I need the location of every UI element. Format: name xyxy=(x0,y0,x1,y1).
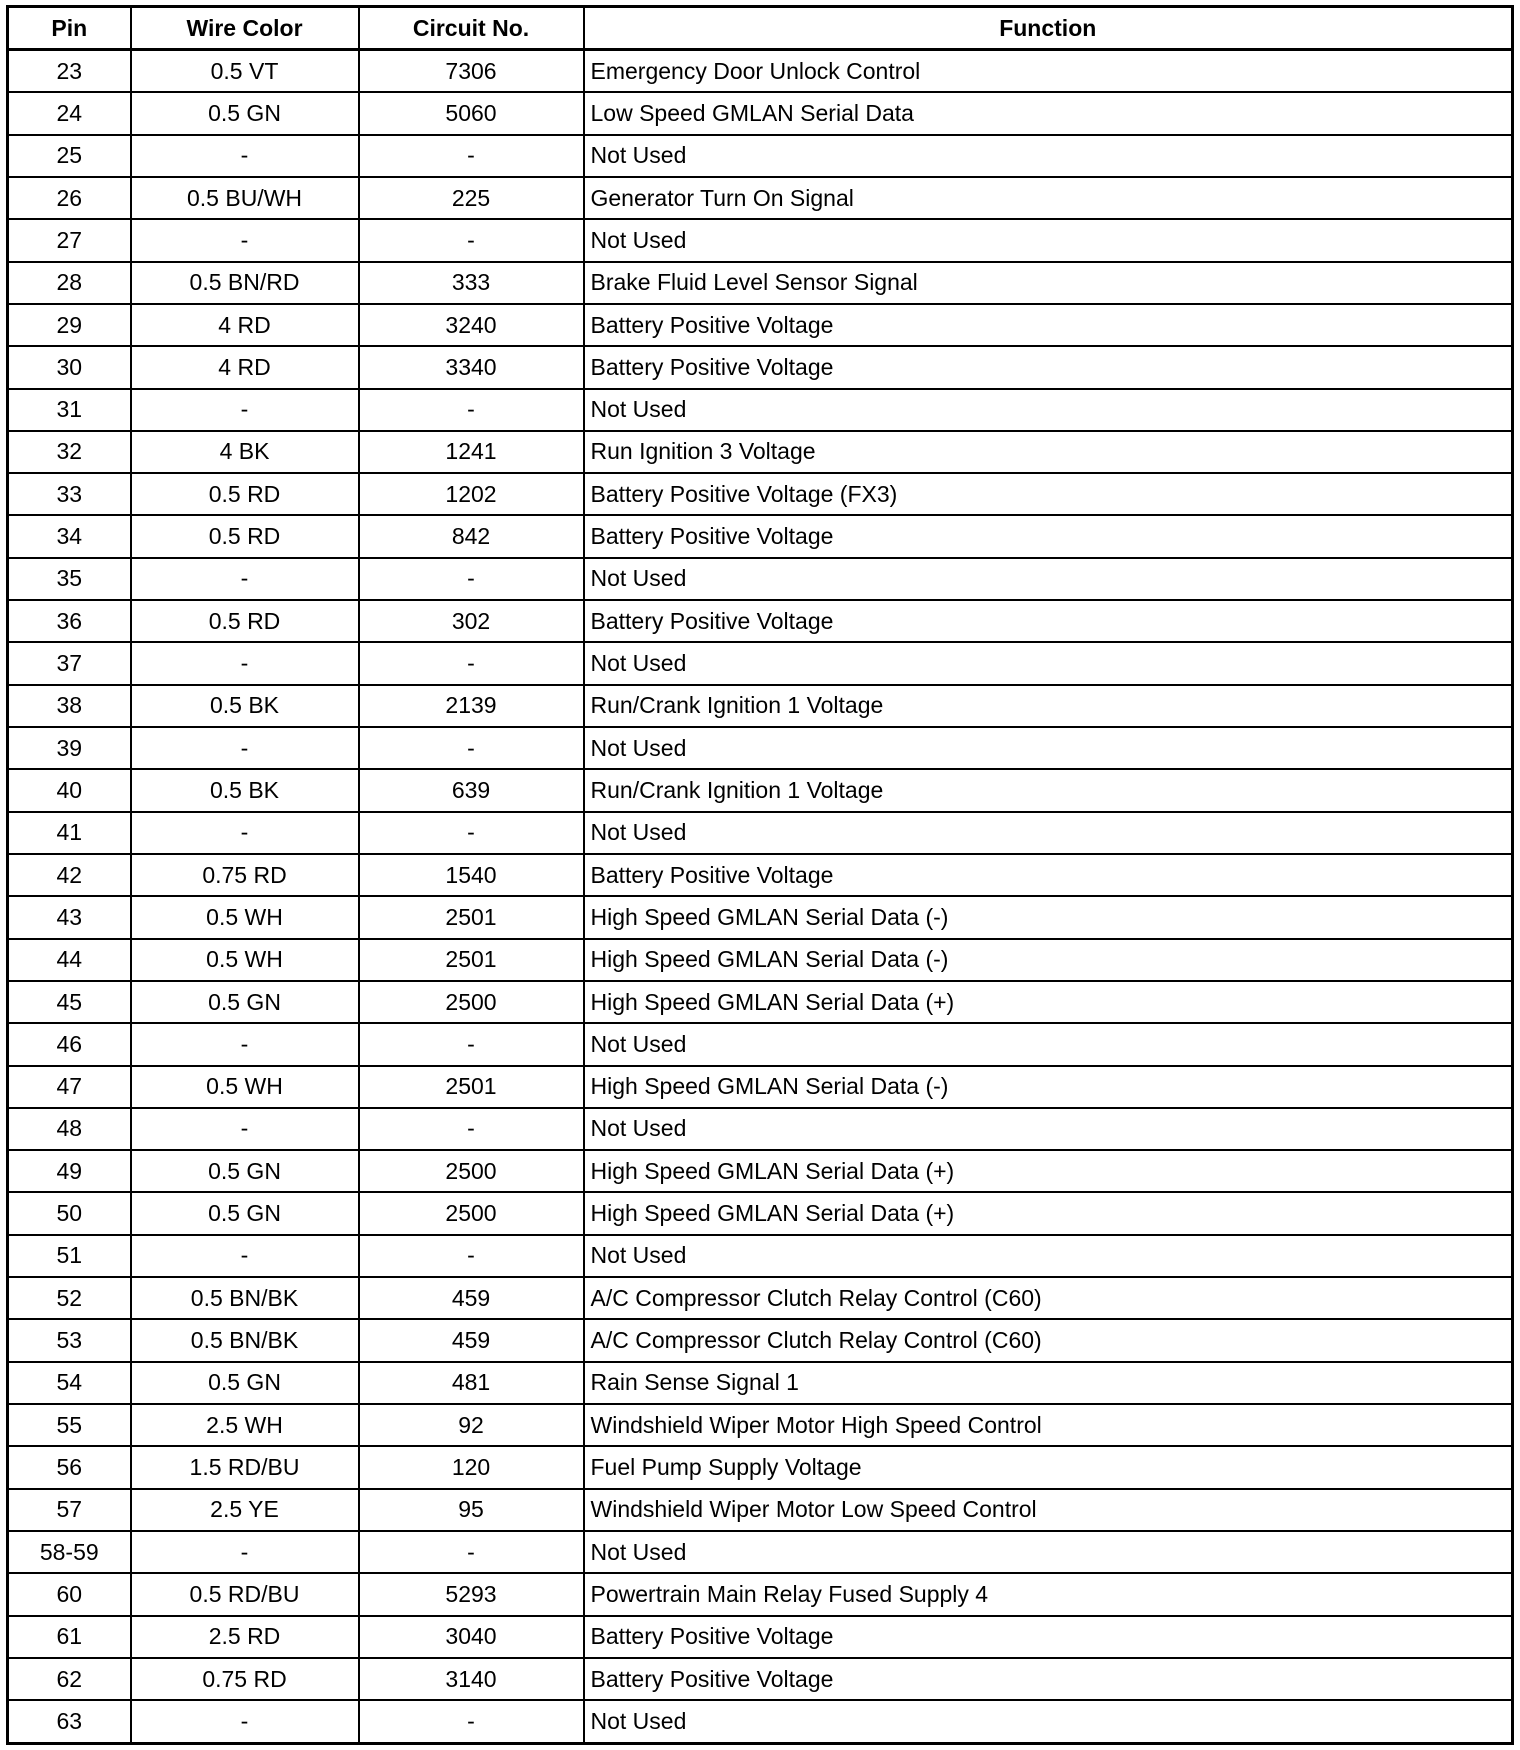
circuit-no-cell: - xyxy=(359,642,584,684)
function-cell: High Speed GMLAN Serial Data (+) xyxy=(584,1150,1513,1192)
wire-color-cell: 0.5 GN xyxy=(131,1362,359,1404)
circuit-no-cell: 225 xyxy=(359,177,584,219)
pin-cell: 47 xyxy=(8,1066,131,1108)
pin-cell: 27 xyxy=(8,219,131,261)
circuit-no-cell: - xyxy=(359,558,584,600)
pin-cell: 60 xyxy=(8,1573,131,1615)
connector-pinout-table xyxy=(6,5,1514,1745)
circuit-no-cell: 3340 xyxy=(359,346,584,388)
pin-cell: 53 xyxy=(8,1319,131,1361)
function-cell: Not Used xyxy=(584,219,1513,261)
function-cell: Not Used xyxy=(584,1235,1513,1277)
pin-cell: 58-59 xyxy=(8,1531,131,1573)
wire-color-cell: 0.5 BN/BK xyxy=(131,1319,359,1361)
table-row xyxy=(8,1531,1513,1573)
table-row xyxy=(8,50,1513,93)
circuit-no-cell: 459 xyxy=(359,1277,584,1319)
wire-color-cell: 0.5 GN xyxy=(131,1150,359,1192)
circuit-no-cell: 2501 xyxy=(359,1066,584,1108)
table-row xyxy=(8,177,1513,219)
wire-color-cell: - xyxy=(131,1235,359,1277)
function-cell: Not Used xyxy=(584,812,1513,854)
pin-cell: 30 xyxy=(8,346,131,388)
table-row xyxy=(8,1658,1513,1700)
table-row xyxy=(8,515,1513,557)
pin-cell: 24 xyxy=(8,92,131,134)
function-cell: Not Used xyxy=(584,727,1513,769)
pin-cell: 62 xyxy=(8,1658,131,1700)
pin-cell: 23 xyxy=(8,50,131,93)
pin-cell: 55 xyxy=(8,1404,131,1446)
table-row xyxy=(8,1108,1513,1150)
wire-color-cell: - xyxy=(131,812,359,854)
wire-color-cell: 0.5 WH xyxy=(131,1066,359,1108)
table-row xyxy=(8,685,1513,727)
wire-color-cell: - xyxy=(131,1531,359,1573)
pin-cell: 25 xyxy=(8,135,131,177)
pin-cell: 36 xyxy=(8,600,131,642)
function-cell: Run Ignition 3 Voltage xyxy=(584,431,1513,473)
pin-cell: 44 xyxy=(8,939,131,981)
circuit-no-cell: 92 xyxy=(359,1404,584,1446)
function-cell: Battery Positive Voltage xyxy=(584,1658,1513,1700)
table-row xyxy=(8,92,1513,134)
pin-cell: 52 xyxy=(8,1277,131,1319)
function-cell: High Speed GMLAN Serial Data (-) xyxy=(584,1066,1513,1108)
circuit-no-cell: 2139 xyxy=(359,685,584,727)
wire-color-cell: 0.5 GN xyxy=(131,1192,359,1234)
table-row xyxy=(8,389,1513,431)
function-cell: Windshield Wiper Motor High Speed Control xyxy=(584,1404,1513,1446)
pin-cell: 39 xyxy=(8,727,131,769)
table-row xyxy=(8,1235,1513,1277)
pin-cell: 31 xyxy=(8,389,131,431)
pin-cell: 42 xyxy=(8,854,131,896)
table-row xyxy=(8,1573,1513,1615)
circuit-no-cell: 7306 xyxy=(359,50,584,93)
function-cell: Run/Crank Ignition 1 Voltage xyxy=(584,685,1513,727)
function-cell: Not Used xyxy=(584,1700,1513,1743)
pin-cell: 41 xyxy=(8,812,131,854)
circuit-no-cell: 1202 xyxy=(359,473,584,515)
pin-cell: 35 xyxy=(8,558,131,600)
pin-cell: 56 xyxy=(8,1446,131,1488)
table-row xyxy=(8,1192,1513,1234)
table-row xyxy=(8,473,1513,515)
wire-color-cell: 0.75 RD xyxy=(131,854,359,896)
wire-color-cell: 0.5 RD xyxy=(131,515,359,557)
pin-cell: 26 xyxy=(8,177,131,219)
wire-color-cell: - xyxy=(131,1700,359,1743)
wire-color-cell: 0.5 GN xyxy=(131,981,359,1023)
wire-color-cell: 0.5 RD xyxy=(131,600,359,642)
circuit-no-cell: - xyxy=(359,389,584,431)
table-row xyxy=(8,1319,1513,1361)
circuit-no-cell: - xyxy=(359,1023,584,1065)
wire-color-cell: - xyxy=(131,1108,359,1150)
function-cell: Windshield Wiper Motor Low Speed Control xyxy=(584,1489,1513,1531)
function-cell: Not Used xyxy=(584,1023,1513,1065)
pin-cell: 34 xyxy=(8,515,131,557)
wire-color-cell: 0.5 BN/BK xyxy=(131,1277,359,1319)
table-row xyxy=(8,1150,1513,1192)
table-row xyxy=(8,1362,1513,1404)
wire-color-cell: - xyxy=(131,558,359,600)
wire-color-cell: 0.5 BU/WH xyxy=(131,177,359,219)
circuit-no-cell: 2500 xyxy=(359,981,584,1023)
function-cell: High Speed GMLAN Serial Data (-) xyxy=(584,896,1513,938)
function-cell: Emergency Door Unlock Control xyxy=(584,50,1513,93)
function-cell: Not Used xyxy=(584,389,1513,431)
circuit-no-cell: 1540 xyxy=(359,854,584,896)
pin-cell: 38 xyxy=(8,685,131,727)
pin-cell: 48 xyxy=(8,1108,131,1150)
pin-cell: 29 xyxy=(8,304,131,346)
wire-color-cell: 0.5 BK xyxy=(131,769,359,811)
table-row xyxy=(8,896,1513,938)
wire-color-cell: 2.5 RD xyxy=(131,1616,359,1658)
circuit-no-cell: 3040 xyxy=(359,1616,584,1658)
header-wire-color: Wire Color xyxy=(131,7,359,50)
function-cell: Battery Positive Voltage xyxy=(584,304,1513,346)
pin-cell: 43 xyxy=(8,896,131,938)
table-row xyxy=(8,1023,1513,1065)
wire-color-cell: 2.5 YE xyxy=(131,1489,359,1531)
circuit-no-cell: - xyxy=(359,1235,584,1277)
circuit-no-cell: - xyxy=(359,1700,584,1743)
function-cell: A/C Compressor Clutch Relay Control (C60) xyxy=(584,1319,1513,1361)
pin-cell: 46 xyxy=(8,1023,131,1065)
table-row xyxy=(8,981,1513,1023)
pin-cell: 54 xyxy=(8,1362,131,1404)
function-cell: Generator Turn On Signal xyxy=(584,177,1513,219)
circuit-no-cell: 481 xyxy=(359,1362,584,1404)
function-cell: Battery Positive Voltage xyxy=(584,1616,1513,1658)
function-cell: Fuel Pump Supply Voltage xyxy=(584,1446,1513,1488)
header-circuit-no: Circuit No. xyxy=(359,7,584,50)
function-cell: Battery Positive Voltage xyxy=(584,854,1513,896)
circuit-no-cell: 1241 xyxy=(359,431,584,473)
circuit-no-cell: - xyxy=(359,812,584,854)
pin-cell: 40 xyxy=(8,769,131,811)
pin-cell: 37 xyxy=(8,642,131,684)
table-header xyxy=(8,7,1513,50)
wire-color-cell: 0.5 GN xyxy=(131,92,359,134)
pin-cell: 61 xyxy=(8,1616,131,1658)
header-row xyxy=(8,7,1513,50)
table-row xyxy=(8,135,1513,177)
function-cell: Not Used xyxy=(584,1108,1513,1150)
function-cell: Battery Positive Voltage xyxy=(584,346,1513,388)
pin-cell: 33 xyxy=(8,473,131,515)
function-cell: Not Used xyxy=(584,1531,1513,1573)
circuit-no-cell: 842 xyxy=(359,515,584,557)
circuit-no-cell: 5060 xyxy=(359,92,584,134)
table-row xyxy=(8,1489,1513,1531)
table-body xyxy=(8,50,1513,1744)
wire-color-cell: 0.75 RD xyxy=(131,1658,359,1700)
pin-cell: 28 xyxy=(8,262,131,304)
wire-color-cell: - xyxy=(131,389,359,431)
table-row xyxy=(8,431,1513,473)
circuit-no-cell: 3240 xyxy=(359,304,584,346)
header-pin: Pin xyxy=(8,7,131,50)
circuit-no-cell: 2500 xyxy=(359,1150,584,1192)
table-row xyxy=(8,1404,1513,1446)
circuit-no-cell: 120 xyxy=(359,1446,584,1488)
circuit-no-cell: - xyxy=(359,1531,584,1573)
wire-color-cell: 0.5 RD xyxy=(131,473,359,515)
pin-cell: 49 xyxy=(8,1150,131,1192)
function-cell: High Speed GMLAN Serial Data (+) xyxy=(584,981,1513,1023)
circuit-no-cell: 2500 xyxy=(359,1192,584,1234)
circuit-no-cell: - xyxy=(359,727,584,769)
function-cell: Battery Positive Voltage xyxy=(584,515,1513,557)
circuit-no-cell: - xyxy=(359,1108,584,1150)
pin-cell: 50 xyxy=(8,1192,131,1234)
wire-color-cell: 4 BK xyxy=(131,431,359,473)
header-function: Function xyxy=(584,7,1513,50)
circuit-no-cell: 302 xyxy=(359,600,584,642)
wire-color-cell: 0.5 BN/RD xyxy=(131,262,359,304)
wire-color-cell: - xyxy=(131,727,359,769)
wire-color-cell: 4 RD xyxy=(131,346,359,388)
table-row xyxy=(8,1616,1513,1658)
table-row xyxy=(8,812,1513,854)
circuit-no-cell: - xyxy=(359,135,584,177)
circuit-no-cell: 459 xyxy=(359,1319,584,1361)
wire-color-cell: 1.5 RD/BU xyxy=(131,1446,359,1488)
table-row xyxy=(8,769,1513,811)
function-cell: Brake Fluid Level Sensor Signal xyxy=(584,262,1513,304)
table-row xyxy=(8,642,1513,684)
wire-color-cell: - xyxy=(131,1023,359,1065)
function-cell: Powertrain Main Relay Fused Supply 4 xyxy=(584,1573,1513,1615)
table-row xyxy=(8,1446,1513,1488)
wire-color-cell: 0.5 WH xyxy=(131,939,359,981)
wire-color-cell: 0.5 BK xyxy=(131,685,359,727)
pin-cell: 57 xyxy=(8,1489,131,1531)
wire-color-cell: - xyxy=(131,642,359,684)
circuit-no-cell: - xyxy=(359,219,584,261)
wire-color-cell: - xyxy=(131,219,359,261)
pin-cell: 51 xyxy=(8,1235,131,1277)
table-row xyxy=(8,1066,1513,1108)
circuit-no-cell: 95 xyxy=(359,1489,584,1531)
circuit-no-cell: 2501 xyxy=(359,939,584,981)
table-row xyxy=(8,219,1513,261)
wire-color-cell: 2.5 WH xyxy=(131,1404,359,1446)
function-cell: A/C Compressor Clutch Relay Control (C60) xyxy=(584,1277,1513,1319)
function-cell: Not Used xyxy=(584,558,1513,600)
circuit-no-cell: 333 xyxy=(359,262,584,304)
table-row xyxy=(8,600,1513,642)
table-row xyxy=(8,262,1513,304)
function-cell: High Speed GMLAN Serial Data (-) xyxy=(584,939,1513,981)
table-row xyxy=(8,558,1513,600)
function-cell: Rain Sense Signal 1 xyxy=(584,1362,1513,1404)
wire-color-cell: 0.5 RD/BU xyxy=(131,1573,359,1615)
function-cell: Battery Positive Voltage (FX3) xyxy=(584,473,1513,515)
table-row xyxy=(8,304,1513,346)
function-cell: Not Used xyxy=(584,135,1513,177)
circuit-no-cell: 2501 xyxy=(359,896,584,938)
function-cell: Not Used xyxy=(584,642,1513,684)
function-cell: Battery Positive Voltage xyxy=(584,600,1513,642)
table-row xyxy=(8,346,1513,388)
circuit-no-cell: 5293 xyxy=(359,1573,584,1615)
table-row xyxy=(8,1277,1513,1319)
table-row xyxy=(8,1700,1513,1743)
wire-color-cell: 0.5 WH xyxy=(131,896,359,938)
wire-color-cell: 4 RD xyxy=(131,304,359,346)
wire-color-cell: 0.5 VT xyxy=(131,50,359,93)
circuit-no-cell: 3140 xyxy=(359,1658,584,1700)
wire-color-cell: - xyxy=(131,135,359,177)
table-row xyxy=(8,727,1513,769)
pin-cell: 32 xyxy=(8,431,131,473)
function-cell: Low Speed GMLAN Serial Data xyxy=(584,92,1513,134)
function-cell: High Speed GMLAN Serial Data (+) xyxy=(584,1192,1513,1234)
table-row xyxy=(8,854,1513,896)
connector-pinout-table-container xyxy=(6,5,1514,1745)
table-row xyxy=(8,939,1513,981)
pin-cell: 63 xyxy=(8,1700,131,1743)
function-cell: Run/Crank Ignition 1 Voltage xyxy=(584,769,1513,811)
pin-cell: 45 xyxy=(8,981,131,1023)
circuit-no-cell: 639 xyxy=(359,769,584,811)
